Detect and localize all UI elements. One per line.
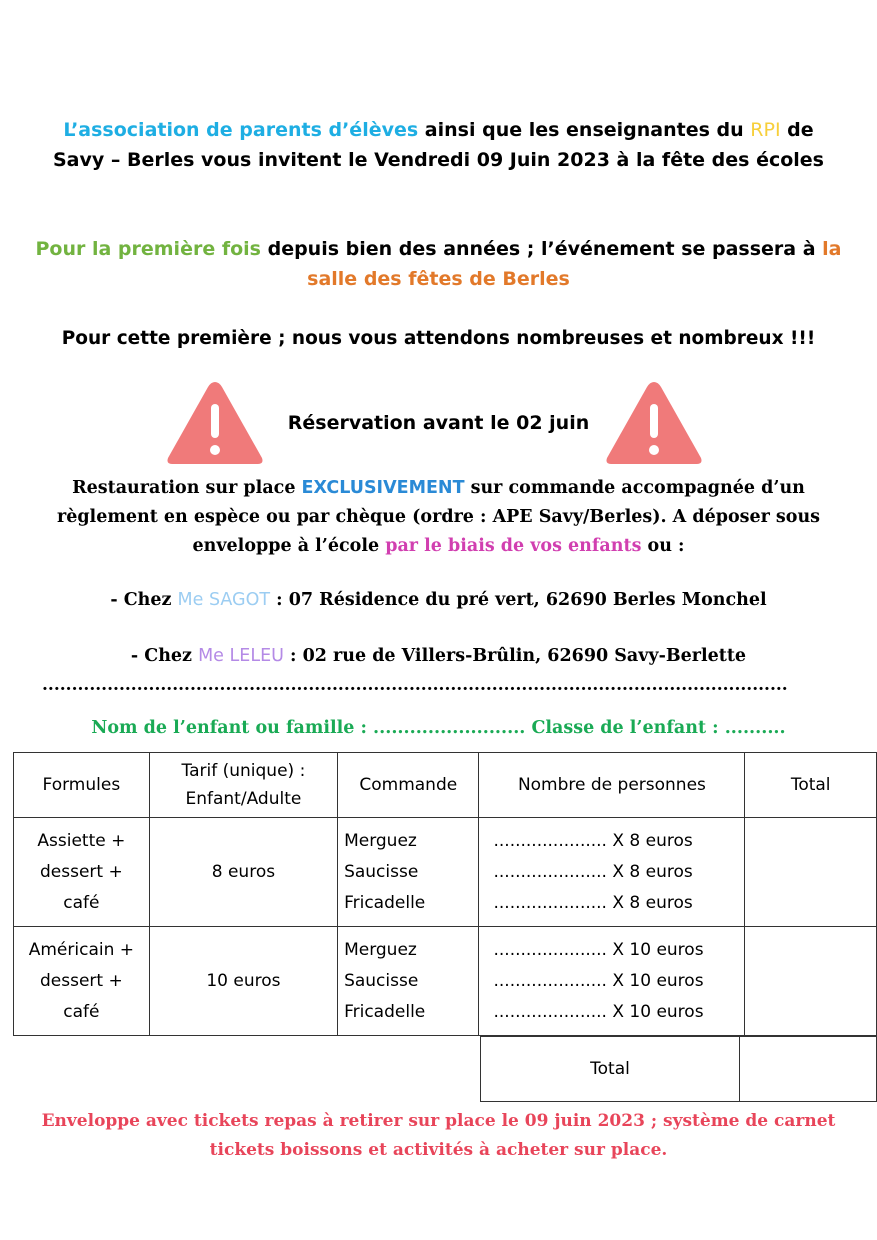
quantite-field[interactable]: ..................... X 10 euros xyxy=(493,970,704,991)
restauration-text-1: Restauration sur place xyxy=(72,478,302,498)
commande-merguez: Merguez xyxy=(344,939,417,960)
header-total: Total xyxy=(745,753,877,818)
intro-paragraph xyxy=(0,115,877,175)
reservation-deadline: Réservation avant le 02 juin xyxy=(287,412,590,434)
quantite-field[interactable]: ..................... X 10 euros xyxy=(493,1001,704,1022)
contact-name: Me LELEU xyxy=(198,646,284,666)
cut-line: .............................................................................................................................. xyxy=(42,675,788,695)
address-prefix: - Chez xyxy=(130,646,199,666)
header-nombre: Nombre de personnes xyxy=(479,753,745,818)
quantite-cell xyxy=(479,927,745,1036)
address-text: : 02 rue de Villers-Brûlin, 62690 Savy-Berlette xyxy=(283,646,747,666)
formule-cell: Américain + dessert + café xyxy=(14,927,150,1036)
table-row xyxy=(14,818,877,927)
warning-triangle-icon xyxy=(604,378,704,468)
commande-fricadelle: Fricadelle xyxy=(344,892,426,913)
tarif-cell: 10 euros xyxy=(149,927,337,1036)
intro-text-1: ainsi que les enseignantes du xyxy=(418,119,751,141)
commande-merguez: Merguez xyxy=(344,830,417,851)
order-table xyxy=(13,752,877,1036)
header-commande: Commande xyxy=(338,753,479,818)
commande-saucisse: Saucisse xyxy=(344,861,419,882)
footer-note: Enveloppe avec tickets repas à retirer sur place le 09 juin 2023 ; système de carnet tickets boissons et activités à acheter sur place. xyxy=(41,1111,836,1160)
tarif-cell: 8 euros xyxy=(149,818,337,927)
grand-total-table xyxy=(480,1036,877,1102)
commande-cell xyxy=(338,927,479,1036)
address-leleu xyxy=(0,646,877,666)
header-tarif xyxy=(149,753,337,818)
quantite-cell xyxy=(479,818,745,927)
total-cell[interactable] xyxy=(745,818,877,927)
total-cell[interactable] xyxy=(745,927,877,1036)
header-formules: Formules xyxy=(14,753,150,818)
formule-cell: Assiette + dessert + café xyxy=(14,818,150,927)
commande-fricadelle: Fricadelle xyxy=(344,1001,426,1022)
location-text: depuis bien des années ; l’événement se passera à xyxy=(260,238,823,260)
contact-name: Me SAGOT xyxy=(177,590,271,610)
first-time-label: Pour la première fois xyxy=(35,238,261,260)
intro-text-2: de Savy – Berles vous invitent le Vendredi 09 Juin 2023 à la fête des écoles xyxy=(52,119,824,171)
commande-cell xyxy=(338,818,479,927)
welcome-message: Pour cette première ; nous vous attendons nombreuses et nombreux !!! xyxy=(61,328,816,349)
venue-name: la salle des fêtes de Berles xyxy=(307,238,842,290)
grand-total-value[interactable] xyxy=(740,1037,877,1102)
address-text: : 07 Résidence du pré vert, 62690 Berles Monchel xyxy=(270,590,767,610)
grand-total-label: Total xyxy=(481,1037,740,1102)
child-info-line: Nom de l’enfant ou famille : ......................... Classe de l’enfant : .......... xyxy=(91,718,786,738)
quantite-field[interactable]: ..................... X 8 euros xyxy=(493,861,693,882)
restauration-text-3: ou : xyxy=(641,536,685,556)
restauration-text-2: sur commande accompagnée d’un règlement en espèce ou par chèque (ordre : APE Savy/Berles). A déposer sous enveloppe à l’école xyxy=(56,478,821,556)
rpi-label: RPI xyxy=(750,119,781,141)
restauration-paragraph xyxy=(0,474,877,561)
address-sagot xyxy=(0,590,877,610)
association-name: L’association de parents d’élèves xyxy=(63,119,419,141)
exclusivement-label: EXCLUSIVEMENT xyxy=(301,478,465,498)
address-prefix: - Chez xyxy=(110,590,178,610)
quantite-field[interactable]: ..................... X 8 euros xyxy=(493,830,693,851)
location-paragraph xyxy=(0,234,877,294)
table-row xyxy=(14,927,877,1036)
biais-label: par le biais de vos enfants xyxy=(385,536,642,556)
table-header-row xyxy=(14,753,877,818)
commande-saucisse: Saucisse xyxy=(344,970,419,991)
quantite-field[interactable]: ..................... X 8 euros xyxy=(493,892,693,913)
quantite-field[interactable]: ..................... X 10 euros xyxy=(493,939,704,960)
header-tarif-text: Tarif (unique) : Enfant/Adulte xyxy=(181,761,306,809)
